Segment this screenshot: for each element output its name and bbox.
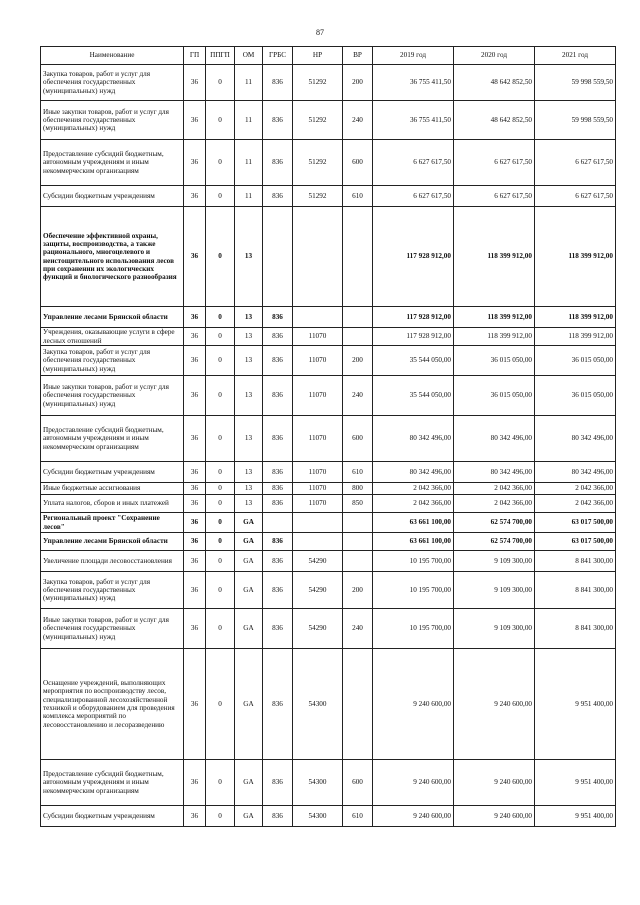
cell-gp: 36 [184,533,206,551]
cell-ppgp: 0 [206,140,235,186]
cell-2021: 36 015 050,00 [535,376,616,416]
cell-2019: 117 928 912,00 [373,328,454,346]
cell-ppgp: 0 [206,649,235,760]
cell-grbs: 836 [263,101,293,140]
cell-ppgp: 0 [206,551,235,572]
cell-ppgp: 0 [206,376,235,416]
table-row [41,328,616,346]
cell-2020: 62 574 700,00 [454,513,535,533]
cell-2021: 8 841 300,00 [535,609,616,649]
header-grbs: ГРБС [263,47,293,65]
cell-grbs: 836 [263,495,293,513]
cell-grbs: 836 [263,328,293,346]
cell-name: Учреждения, оказывающие услуги в сфере лесных отношений [41,328,184,346]
cell-ppgp: 0 [206,572,235,609]
page-number: 87 [316,28,324,37]
cell-name: Субсидии бюджетным учреждениям [41,806,184,827]
cell-om: 11 [235,140,263,186]
cell-om: GA [235,649,263,760]
cell-vr: 600 [343,760,373,806]
cell-gp: 36 [184,101,206,140]
cell-2020: 2 042 366,00 [454,483,535,495]
cell-2020: 80 342 496,00 [454,416,535,462]
cell-nr [293,307,343,328]
cell-gp: 36 [184,551,206,572]
cell-2020: 9 240 600,00 [454,649,535,760]
cell-grbs: 836 [263,483,293,495]
cell-nr: 11070 [293,483,343,495]
cell-2019: 63 661 100,00 [373,513,454,533]
cell-vr [343,649,373,760]
cell-nr: 11070 [293,328,343,346]
cell-nr: 54290 [293,572,343,609]
cell-gp: 36 [184,513,206,533]
cell-grbs: 836 [263,346,293,376]
cell-nr [293,513,343,533]
cell-gp: 36 [184,346,206,376]
table-row [41,609,616,649]
cell-om: 13 [235,307,263,328]
cell-2019: 117 928 912,00 [373,307,454,328]
table-row [41,346,616,376]
cell-nr: 51292 [293,65,343,101]
header-2021: 2021 год [535,47,616,65]
table-row [41,495,616,513]
cell-vr [343,513,373,533]
cell-2019: 9 240 600,00 [373,649,454,760]
cell-name: Управление лесами Брянской области [41,533,184,551]
cell-ppgp: 0 [206,207,235,307]
cell-name: Субсидии бюджетным учреждениям [41,186,184,207]
table-row [41,207,616,307]
cell-gp: 36 [184,572,206,609]
cell-2021: 63 017 500,00 [535,513,616,533]
cell-grbs [263,207,293,307]
cell-2021: 36 015 050,00 [535,346,616,376]
cell-2019: 2 042 366,00 [373,495,454,513]
cell-grbs: 836 [263,186,293,207]
cell-name: Субсидии бюджетным учреждениям [41,462,184,483]
cell-nr: 54300 [293,649,343,760]
cell-name: Предоставление субсидий бюджетным, автономным учреждениям и иным некоммерческим организациям [41,760,184,806]
cell-2021: 9 951 400,00 [535,806,616,827]
cell-om: 11 [235,65,263,101]
cell-2019: 6 627 617,50 [373,186,454,207]
cell-2021: 2 042 366,00 [535,483,616,495]
cell-2021: 2 042 366,00 [535,495,616,513]
cell-2019: 35 544 050,00 [373,346,454,376]
cell-grbs: 836 [263,572,293,609]
cell-vr: 600 [343,140,373,186]
cell-nr: 51292 [293,186,343,207]
cell-gp: 36 [184,483,206,495]
cell-ppgp: 0 [206,462,235,483]
cell-grbs: 836 [263,462,293,483]
cell-nr: 51292 [293,140,343,186]
cell-2021: 63 017 500,00 [535,533,616,551]
cell-2019: 63 661 100,00 [373,533,454,551]
cell-nr: 51292 [293,101,343,140]
cell-2020: 9 109 300,00 [454,609,535,649]
cell-nr: 54300 [293,760,343,806]
cell-gp: 36 [184,416,206,462]
cell-gp: 36 [184,495,206,513]
cell-2021: 59 998 559,50 [535,65,616,101]
cell-grbs: 836 [263,760,293,806]
cell-2020: 80 342 496,00 [454,462,535,483]
table-row [41,513,616,533]
cell-name: Иные закупки товаров, работ и услуг для обеспечения государственных (муниципальных) нужд [41,101,184,140]
cell-name: Закупка товаров, работ и услуг для обеспечения государственных (муниципальных) нужд [41,65,184,101]
cell-2020: 9 109 300,00 [454,551,535,572]
table-row [41,376,616,416]
cell-gp: 36 [184,462,206,483]
cell-nr: 54290 [293,551,343,572]
cell-om: 13 [235,328,263,346]
cell-2020: 36 015 050,00 [454,376,535,416]
cell-vr [343,207,373,307]
table-body [41,65,616,827]
cell-grbs: 836 [263,649,293,760]
cell-nr: 11070 [293,376,343,416]
cell-2020: 6 627 617,50 [454,140,535,186]
cell-om: GA [235,513,263,533]
cell-2019: 6 627 617,50 [373,140,454,186]
table-header-row [41,47,616,65]
header-vr: ВР [343,47,373,65]
cell-2020: 36 015 050,00 [454,346,535,376]
cell-vr: 610 [343,186,373,207]
cell-om: GA [235,572,263,609]
cell-name: Увеличение площади лесовосстановления [41,551,184,572]
cell-2021: 6 627 617,50 [535,140,616,186]
cell-vr: 240 [343,609,373,649]
cell-name: Предоставление субсидий бюджетным, автономным учреждениям и иным некоммерческим организациям [41,140,184,186]
cell-om: 13 [235,376,263,416]
cell-2020: 9 240 600,00 [454,760,535,806]
cell-2021: 59 998 559,50 [535,101,616,140]
table-row [41,483,616,495]
cell-gp: 36 [184,65,206,101]
cell-2019: 2 042 366,00 [373,483,454,495]
cell-om: GA [235,760,263,806]
cell-ppgp: 0 [206,483,235,495]
cell-grbs: 836 [263,609,293,649]
cell-ppgp: 0 [206,495,235,513]
cell-vr: 600 [343,416,373,462]
cell-name: Предоставление субсидий бюджетным, автономным учреждениям и иным некоммерческим организациям [41,416,184,462]
table-row [41,186,616,207]
cell-nr: 54290 [293,609,343,649]
cell-ppgp: 0 [206,416,235,462]
cell-grbs: 836 [263,307,293,328]
cell-2021: 9 951 400,00 [535,649,616,760]
header-gp: ГП [184,47,206,65]
cell-vr: 610 [343,806,373,827]
cell-2021: 80 342 496,00 [535,462,616,483]
cell-nr: 11070 [293,462,343,483]
cell-2020: 118 399 912,00 [454,207,535,307]
cell-gp: 36 [184,186,206,207]
cell-ppgp: 0 [206,609,235,649]
cell-om: 13 [235,483,263,495]
cell-gp: 36 [184,140,206,186]
cell-gp: 36 [184,307,206,328]
cell-name: Уплата налогов, сборов и иных платежей [41,495,184,513]
table-row [41,307,616,328]
cell-2019: 9 240 600,00 [373,760,454,806]
cell-2021: 9 951 400,00 [535,760,616,806]
cell-2019: 80 342 496,00 [373,462,454,483]
cell-gp: 36 [184,806,206,827]
cell-2019: 10 195 700,00 [373,609,454,649]
cell-ppgp: 0 [206,513,235,533]
cell-om: 13 [235,462,263,483]
cell-ppgp: 0 [206,328,235,346]
table-row [41,551,616,572]
cell-gp: 36 [184,376,206,416]
cell-name: Управление лесами Брянской области [41,307,184,328]
cell-2021: 6 627 617,50 [535,186,616,207]
header-2019: 2019 год [373,47,454,65]
cell-2019: 36 755 411,50 [373,101,454,140]
cell-2020: 118 399 912,00 [454,307,535,328]
cell-2019: 35 544 050,00 [373,376,454,416]
cell-om: 11 [235,101,263,140]
cell-2021: 118 399 912,00 [535,207,616,307]
cell-om: 13 [235,207,263,307]
cell-om: GA [235,609,263,649]
table-row [41,462,616,483]
cell-om: 13 [235,495,263,513]
cell-2021: 8 841 300,00 [535,551,616,572]
cell-ppgp: 0 [206,760,235,806]
table-row [41,65,616,101]
cell-name: Региональный проект "Сохранение лесов" [41,513,184,533]
cell-vr: 610 [343,462,373,483]
cell-vr: 240 [343,376,373,416]
cell-name: Иные закупки товаров, работ и услуг для обеспечения государственных (муниципальных) нужд [41,609,184,649]
cell-2019: 36 755 411,50 [373,65,454,101]
cell-2019: 10 195 700,00 [373,572,454,609]
cell-om: GA [235,533,263,551]
cell-vr: 200 [343,346,373,376]
cell-vr [343,551,373,572]
header-nr: НР [293,47,343,65]
cell-2019: 80 342 496,00 [373,416,454,462]
cell-name: Оснащение учреждений, выполняющих мероприятия по воспроизводству лесов, специализированной лесохозяйственной техникой и оборудованием для проведения комплекса мероприятий по лесовосстановлению и лесоразведению [41,649,184,760]
cell-grbs: 836 [263,551,293,572]
cell-2019: 9 240 600,00 [373,806,454,827]
table-row [41,533,616,551]
cell-grbs: 836 [263,416,293,462]
cell-name: Закупка товаров, работ и услуг для обеспечения государственных (муниципальных) нужд [41,346,184,376]
cell-vr: 200 [343,65,373,101]
cell-vr [343,328,373,346]
table-row [41,140,616,186]
cell-nr: 11070 [293,495,343,513]
table-row [41,806,616,827]
cell-2020: 9 109 300,00 [454,572,535,609]
cell-nr [293,533,343,551]
cell-grbs [263,513,293,533]
cell-gp: 36 [184,760,206,806]
cell-vr: 240 [343,101,373,140]
cell-om: GA [235,551,263,572]
cell-gp: 36 [184,328,206,346]
cell-2020: 62 574 700,00 [454,533,535,551]
cell-om: GA [235,806,263,827]
cell-2020: 118 399 912,00 [454,328,535,346]
header-2020: 2020 год [454,47,535,65]
cell-2021: 80 342 496,00 [535,416,616,462]
cell-ppgp: 0 [206,346,235,376]
cell-nr [293,207,343,307]
cell-ppgp: 0 [206,101,235,140]
cell-2020: 48 642 852,50 [454,65,535,101]
cell-2020: 9 240 600,00 [454,806,535,827]
cell-om: 13 [235,346,263,376]
header-om: ОМ [235,47,263,65]
cell-2021: 8 841 300,00 [535,572,616,609]
cell-ppgp: 0 [206,307,235,328]
cell-vr [343,533,373,551]
cell-grbs: 836 [263,140,293,186]
table-row [41,760,616,806]
cell-name: Обеспечение эффективной охраны, защиты, воспроизводства, а также рационального, многоцелевого и неистощительного использования лесов при сохранении их экологических функций и биологического разнообразия [41,207,184,307]
header-name: Наименование [41,47,184,65]
cell-name: Закупка товаров, работ и услуг для обеспечения государственных (муниципальных) нужд [41,572,184,609]
cell-2020: 48 642 852,50 [454,101,535,140]
cell-vr [343,307,373,328]
budget-table [40,46,616,827]
cell-grbs: 836 [263,533,293,551]
cell-vr: 200 [343,572,373,609]
cell-vr: 850 [343,495,373,513]
table-row [41,572,616,609]
table-row [41,416,616,462]
table-row [41,649,616,760]
cell-vr: 800 [343,483,373,495]
cell-ppgp: 0 [206,533,235,551]
cell-ppgp: 0 [206,186,235,207]
cell-nr: 54300 [293,806,343,827]
cell-grbs: 836 [263,806,293,827]
cell-ppgp: 0 [206,806,235,827]
cell-2020: 2 042 366,00 [454,495,535,513]
cell-name: Иные закупки товаров, работ и услуг для обеспечения государственных (муниципальных) нужд [41,376,184,416]
cell-om: 13 [235,416,263,462]
cell-2021: 118 399 912,00 [535,328,616,346]
cell-name: Иные бюджетные ассигнования [41,483,184,495]
header-ppgp: ППГП [206,47,235,65]
cell-grbs: 836 [263,65,293,101]
cell-nr: 11070 [293,416,343,462]
cell-gp: 36 [184,609,206,649]
cell-2019: 10 195 700,00 [373,551,454,572]
cell-gp: 36 [184,207,206,307]
cell-ppgp: 0 [206,65,235,101]
cell-2021: 118 399 912,00 [535,307,616,328]
cell-2020: 6 627 617,50 [454,186,535,207]
table-row [41,101,616,140]
cell-gp: 36 [184,649,206,760]
cell-om: 11 [235,186,263,207]
cell-grbs: 836 [263,376,293,416]
cell-2019: 117 928 912,00 [373,207,454,307]
cell-nr: 11070 [293,346,343,376]
